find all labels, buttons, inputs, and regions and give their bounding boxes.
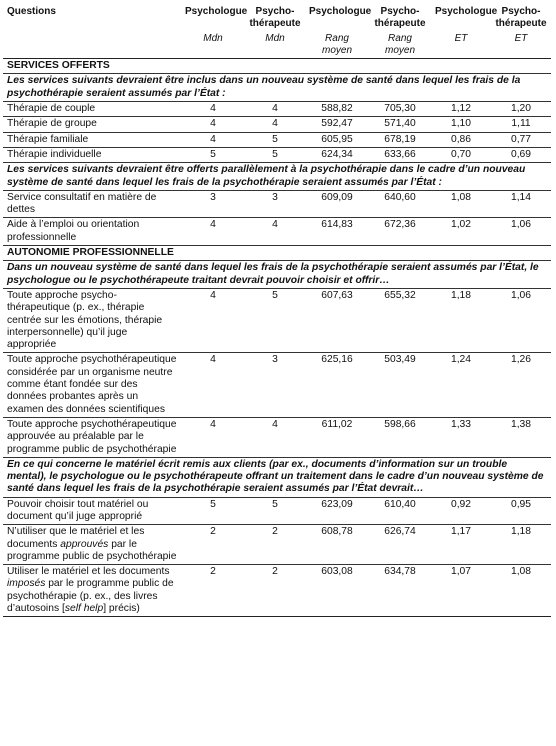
cell-psy-rank: 607,63	[321, 289, 353, 301]
section-heading	[3, 246, 551, 261]
row-label-part: par le programme public de psychothérapie	[7, 538, 177, 562]
cell-psy-mdn: 4	[210, 118, 216, 130]
cell-psy-mdn: 4	[210, 103, 216, 115]
col-pt-rank-header: Psycho-thérapeute	[374, 6, 426, 30]
cell-psy-mdn: 5	[210, 498, 216, 510]
section-intro	[3, 261, 551, 289]
cell-psy-rank: 609,09	[321, 191, 353, 203]
section-title: SERVICES OFFERTS	[7, 60, 110, 72]
cell-pt-et: 1,06	[510, 219, 532, 231]
subheader-mdn: Mdn	[265, 32, 285, 44]
row-label: Pouvoir choisir tout matériel ou document qu’il juge approprié	[7, 498, 149, 522]
cell-psy-et: 1,24	[450, 354, 472, 366]
cell-pt-et: 1,20	[510, 103, 532, 115]
cell-pt-mdn: 5	[272, 148, 278, 160]
cell-pt-mdn: 4	[272, 118, 278, 130]
cell-pt-rank: 634,78	[384, 566, 416, 578]
cell-psy-rank: 603,08	[321, 566, 353, 578]
cell-pt-mdn: 2	[272, 526, 278, 538]
cell-psy-mdn: 5	[210, 148, 216, 160]
row-label: Toute approche psycho-thérapeutique (p. ex., thérapie centrée sur les émotions, thérapie interpersonnelle) qu’il juge appropriée	[7, 289, 163, 351]
row-label: Toute approche psychothérapeutique considérée par un organisme neutre comme étant fondée sur des données probantes après un examen des données scientifiques	[7, 354, 177, 415]
cell-pt-rank: 598,66	[384, 418, 416, 430]
row-label: Thérapie individuelle	[7, 148, 102, 160]
row-label: Thérapie de couple	[7, 103, 96, 115]
cell-pt-mdn: 3	[272, 191, 278, 203]
cell-psy-mdn: 4	[210, 354, 216, 366]
cell-psy-rank: 592,47	[321, 118, 353, 130]
row-label: Toute approche psychothérapeutique approuvée au préalable par le programme public de psychothérapie	[7, 418, 177, 455]
row-label-part: par le programme public de psychothérapie (p. ex., des livres d’autosoins [	[7, 578, 174, 615]
row-label: Thérapie de groupe	[7, 118, 97, 130]
row-label-part: ] précis)	[103, 603, 140, 615]
cell-pt-rank: 640,60	[384, 191, 416, 203]
cell-pt-mdn: 4	[272, 418, 278, 430]
cell-psy-mdn: 4	[210, 219, 216, 231]
cell-psy-rank: 623,09	[321, 498, 353, 510]
col-psy-et-header: Psychologue	[435, 6, 498, 17]
section-intro	[3, 74, 551, 102]
subheader-rank: Rang moyen	[321, 32, 352, 56]
cell-psy-rank: 608,78	[321, 526, 353, 538]
header-row	[3, 5, 551, 32]
cell-pt-rank: 655,32	[384, 289, 416, 301]
rows-group	[3, 102, 551, 163]
table-row	[3, 218, 551, 246]
survey-results-table	[3, 5, 551, 617]
table-row	[3, 190, 551, 218]
table-row	[3, 117, 551, 132]
cell-psy-et: 0,92	[450, 498, 472, 510]
row-label-emphasis: imposés	[7, 578, 46, 590]
cell-pt-mdn: 5	[272, 289, 278, 301]
subheader-et: ET	[454, 32, 468, 44]
row-label-part: N’utiliser que le matériel et les documents	[7, 526, 145, 550]
subheader-row	[3, 32, 551, 59]
cell-psy-rank: 625,16	[321, 354, 353, 366]
row-label: Thérapie familiale	[7, 133, 89, 145]
cell-psy-mdn: 4	[210, 418, 216, 430]
table-row	[3, 147, 551, 162]
cell-pt-et: 1,38	[510, 418, 532, 430]
col-psy-rank-header: Psychologue	[309, 6, 372, 17]
intro-text: En ce qui concerne le matériel écrit remis aux clients (par ex., documents d’information sur un trouble mental), le psychologue ou le psychothérapeute offrant un traitement dans le cadre d’un nouveau système de santé dans lequel les frais de la psychothérapie seraient assumés par l’État devrait…	[7, 458, 544, 495]
col-questions-header: Questions	[7, 6, 56, 17]
cell-pt-rank: 571,40	[384, 118, 416, 130]
cell-psy-rank: 605,95	[321, 133, 353, 145]
row-label-emphasis: self help	[64, 603, 104, 615]
intro-text: Dans un nouveau système de santé dans lequel les frais de la psychothérapie seraient assumés par l’État, le psychologue ou le psychothérapeute traitant devrait pouvoir choisir et offrir…	[7, 262, 539, 286]
cell-pt-rank: 705,30	[384, 103, 416, 115]
table-row	[3, 102, 551, 117]
cell-pt-et: 0,69	[510, 148, 532, 160]
cell-pt-rank: 610,40	[384, 498, 416, 510]
cell-psy-mdn: 2	[210, 526, 216, 538]
cell-psy-mdn: 4	[210, 133, 216, 145]
cell-pt-et: 1,11	[511, 118, 531, 130]
section-intro	[3, 457, 551, 497]
table-row	[3, 565, 551, 617]
subheader-rank: Rang moyen	[384, 32, 415, 56]
cell-pt-et: 0,77	[510, 133, 532, 145]
cell-pt-rank: 678,19	[384, 133, 416, 145]
cell-psy-mdn: 4	[210, 289, 216, 301]
cell-pt-rank: 633,66	[384, 148, 416, 160]
cell-psy-mdn: 2	[210, 566, 216, 578]
cell-psy-et: 1,02	[450, 219, 472, 231]
cell-pt-mdn: 2	[272, 566, 278, 578]
cell-psy-et: 1,17	[450, 526, 472, 538]
col-psy-mdn-header: Psychologue	[185, 6, 248, 17]
cell-pt-et: 1,18	[510, 526, 532, 538]
table-row	[3, 525, 551, 565]
cell-pt-et: 1,26	[510, 354, 532, 366]
cell-psy-mdn: 3	[210, 191, 216, 203]
cell-psy-rank: 611,02	[321, 418, 353, 430]
cell-pt-rank: 626,74	[384, 526, 416, 538]
cell-psy-rank: 588,82	[321, 103, 353, 115]
cell-pt-et: 0,95	[510, 498, 532, 510]
cell-pt-et: 1,08	[510, 566, 532, 578]
subheader-et: ET	[514, 32, 528, 44]
col-pt-mdn-header: Psycho-thérapeute	[249, 6, 301, 30]
intro-text: Les services suivants devraient être inclus dans un nouveau système de santé dans lequel les frais de la psychothérapie seraient assumés par l’État :	[7, 75, 521, 99]
row-label	[3, 565, 181, 617]
cell-pt-mdn: 4	[272, 103, 278, 115]
subheader-mdn: Mdn	[203, 32, 223, 44]
section-intro	[3, 163, 551, 191]
cell-psy-et: 1,18	[450, 289, 472, 301]
section-title: AUTONOMIE PROFESSIONNELLE	[7, 247, 174, 259]
rows-group	[3, 190, 551, 245]
subheader-empty	[3, 32, 181, 59]
cell-psy-rank: 624,34	[321, 148, 353, 160]
cell-psy-rank: 614,83	[321, 219, 353, 231]
table-row	[3, 497, 551, 525]
cell-psy-et: 1,33	[450, 418, 472, 430]
row-label: Aide à l’emploi ou orientation professionnelle	[7, 219, 140, 243]
table-row	[3, 417, 551, 457]
col-pt-et-header: Psycho-thérapeute	[495, 6, 547, 30]
table-row	[3, 353, 551, 417]
table-row	[3, 132, 551, 147]
cell-pt-rank: 503,49	[384, 354, 416, 366]
rows-group	[3, 288, 551, 457]
cell-psy-et: 0,70	[450, 148, 472, 160]
cell-pt-mdn: 5	[272, 498, 278, 510]
row-label	[3, 525, 181, 565]
cell-pt-et: 1,06	[510, 289, 532, 301]
row-label: Service consultatif en matière de dettes	[7, 191, 157, 216]
row-label-part: Utiliser le matériel et les documents	[7, 566, 170, 578]
cell-pt-mdn: 5	[272, 133, 278, 145]
intro-text: Les services suivants devraient être offerts parallèlement à la psychothérapie dans le cadre d’un nouveau système de santé dans lequel les frais de la psychothérapie seraient assumés par l’État :	[7, 164, 526, 188]
section-heading	[3, 59, 551, 74]
cell-pt-et: 1,14	[510, 191, 532, 203]
row-label-emphasis: approuvés	[60, 538, 109, 550]
cell-psy-et: 1,07	[450, 566, 472, 578]
table-row	[3, 288, 551, 352]
cell-psy-et: 0,86	[450, 133, 472, 145]
cell-psy-et: 1,10	[450, 118, 472, 130]
cell-psy-et: 1,12	[450, 103, 472, 115]
cell-pt-rank: 672,36	[384, 219, 416, 231]
cell-pt-mdn: 4	[272, 219, 278, 231]
cell-psy-et: 1,08	[450, 191, 472, 203]
cell-pt-mdn: 3	[272, 354, 278, 366]
rows-group	[3, 497, 551, 617]
